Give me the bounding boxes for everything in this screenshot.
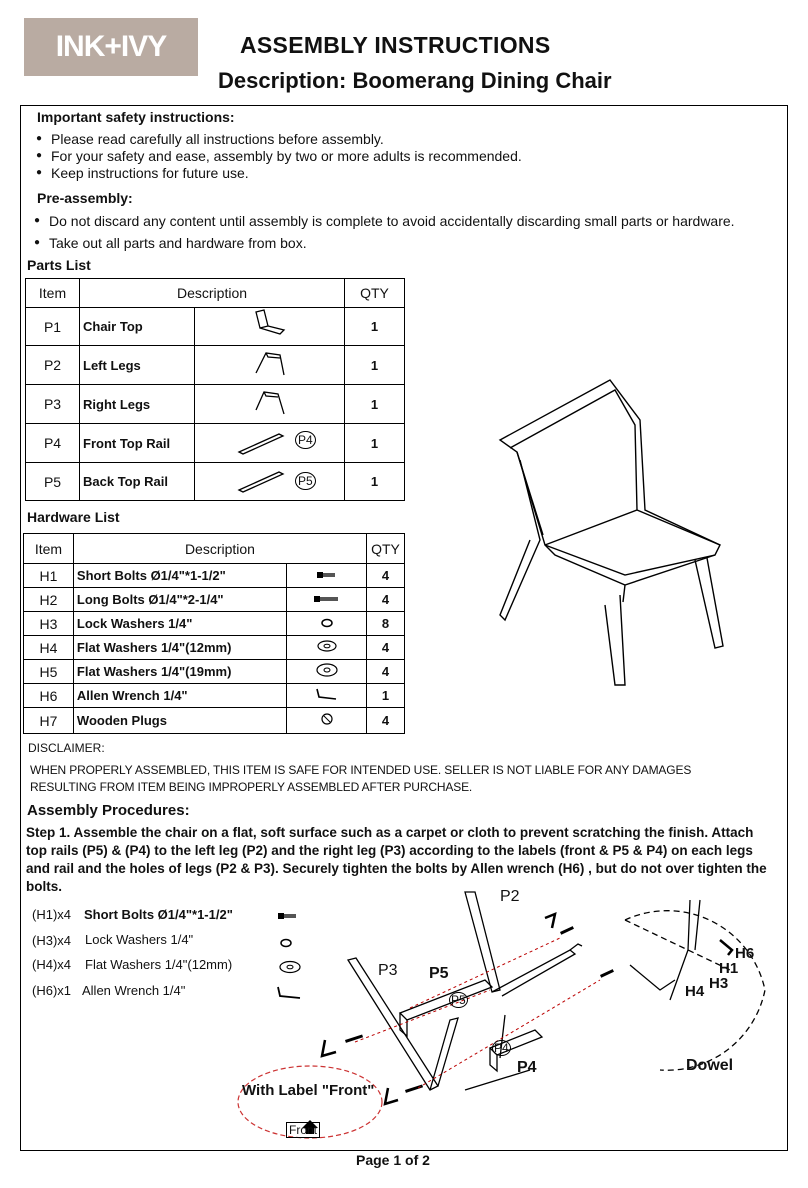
page-subtitle: Description: Boomerang Dining Chair	[218, 68, 612, 93]
long-bolt-icon	[312, 594, 342, 604]
table-row	[26, 424, 405, 463]
hardware-item: H6	[24, 684, 74, 708]
hardware-desc: Allen Wrench 1/4"	[73, 684, 286, 708]
chair-top-icon	[250, 308, 290, 342]
part-desc: Right Legs	[80, 385, 195, 424]
part-icon-cell	[195, 463, 345, 501]
part-icon-cell	[195, 385, 345, 424]
table-row	[24, 564, 405, 588]
hardware-table	[23, 533, 405, 734]
parts-header-description: Description	[80, 279, 345, 308]
preassembly-item: ● Take out all parts and hardware from box.	[49, 235, 307, 251]
step-hw-name: Short Bolts Ø1/4"*1-1/2"	[84, 907, 233, 922]
label-p5-tag: P5	[451, 993, 466, 1007]
part-item: P2	[26, 346, 80, 385]
hardware-item: H2	[24, 588, 74, 612]
short-bolt-icon	[315, 570, 339, 580]
safety-item: ● Keep instructions for future use.	[51, 165, 249, 181]
parts-header-item: Item	[26, 279, 80, 308]
table-row	[26, 385, 405, 424]
hardware-qty: 4	[367, 564, 405, 588]
allen-wrench-icon	[322, 1040, 336, 1056]
hardware-icon-cell	[287, 684, 367, 708]
large-flat-washer-icon	[315, 663, 339, 677]
flat-washer-icon	[316, 640, 338, 652]
chair-illustration	[495, 340, 735, 690]
safety-heading: Important safety instructions:	[37, 109, 235, 125]
hardware-desc: Wooden Plugs	[73, 708, 286, 734]
hardware-qty: 8	[367, 612, 405, 636]
front-rail-icon	[235, 430, 295, 458]
hardware-icon-cell	[287, 612, 367, 636]
hardware-desc: Flat Washers 1/4"(12mm)	[73, 636, 286, 660]
label-p5: P5	[429, 965, 449, 982]
part-item: P5	[26, 463, 80, 501]
lock-washer-icon	[319, 618, 335, 628]
hardware-header-description: Description	[73, 534, 366, 564]
hardware-qty: 4	[367, 588, 405, 612]
preassembly-heading: Pre-assembly:	[37, 190, 133, 206]
part-label-tag: P4	[295, 431, 316, 449]
hardware-item: H3	[24, 612, 74, 636]
part-qty: 1	[345, 385, 405, 424]
hardware-header-item: Item	[24, 534, 74, 564]
hardware-qty: 4	[367, 636, 405, 660]
parts-table	[25, 278, 405, 501]
table-row	[26, 463, 405, 501]
hardware-desc: Lock Washers 1/4"	[73, 612, 286, 636]
part-icon-cell	[195, 424, 345, 463]
part-qty: 1	[345, 424, 405, 463]
disclaimer-line: WHEN PROPERLY ASSEMBLED, THIS ITEM IS SAFE FOR INTENDED USE. SELLER IS NOT LIABLE FOR ANY DAMAGES	[30, 763, 692, 777]
safety-item: ● Please read carefully all instructions before assembly.	[51, 131, 384, 147]
safety-item: ● For your safety and ease, assembly by two or more adults is recommended.	[51, 148, 522, 164]
disclaimer-line: RESULTING FROM ITEM BEING IMPROPERLY ASSEMBLED AFTER PURCHASE.	[30, 780, 473, 794]
table-row	[24, 684, 405, 708]
table-row	[24, 708, 405, 734]
table-row	[26, 308, 405, 346]
label-h1: H1	[719, 960, 739, 977]
table-row	[24, 636, 405, 660]
hardware-desc: Flat Washers 1/4"(19mm)	[73, 660, 286, 684]
part-icon-cell	[195, 308, 345, 346]
part-item: P3	[26, 385, 80, 424]
part-qty: 1	[345, 308, 405, 346]
part-desc: Left Legs	[80, 346, 195, 385]
table-row	[24, 612, 405, 636]
label-p4-tag: P4	[494, 1041, 509, 1055]
parts-header-qty: QTY	[345, 279, 405, 308]
step-hw-name: Flat Washers 1/4"(12mm)	[85, 957, 233, 972]
allen-wrench-icon	[720, 940, 732, 955]
wooden-plug-icon	[320, 712, 334, 726]
label-h6: H6	[735, 945, 755, 962]
step-hw-code: (H4)x4	[32, 957, 72, 972]
part-label-tag: P5	[295, 472, 316, 490]
hardware-icon-cell	[287, 636, 367, 660]
hardware-icon-cell	[287, 588, 367, 612]
hardware-item: H4	[24, 636, 74, 660]
step-hw-code: (H3)x4	[32, 933, 72, 948]
allen-wrench-icon	[545, 914, 555, 928]
label-front: Front	[286, 1122, 320, 1138]
table-row	[24, 660, 405, 684]
label-with-front: With Label "Front"	[242, 1082, 375, 1099]
step-1-text: Step 1. Assemble the chair on a flat, soft surface such as a carpet or cloth to prevent scratching the finish. Attach top rails (P5) & (P4) to the left leg (P2) and the right leg (P3) according to the labels (front & P5 & P4) on each legs and rail and the holes of legs (P2 & P3). Securely tighten the bolts by Allen wrench (H6) , but do not over tighten the bolts.	[26, 825, 767, 894]
hardware-icon-cell	[287, 708, 367, 734]
hardware-item: H7	[24, 708, 74, 734]
table-row	[24, 588, 405, 612]
label-h3: H3	[709, 975, 729, 992]
label-dowel: Dowel	[686, 1057, 734, 1074]
hardware-qty: 1	[367, 684, 405, 708]
part-item: P1	[26, 308, 80, 346]
part-qty: 1	[345, 346, 405, 385]
table-row	[26, 346, 405, 385]
part-desc: Front Top Rail	[80, 424, 195, 463]
part-icon-cell	[195, 346, 345, 385]
hardware-list-heading: Hardware List	[27, 509, 120, 525]
hardware-qty: 4	[367, 660, 405, 684]
part-desc: Chair Top	[80, 308, 195, 346]
left-leg-icon	[250, 349, 290, 379]
allen-wrench-icon	[314, 687, 340, 701]
hardware-item: H1	[24, 564, 74, 588]
step-hw-name: Allen Wrench 1/4"	[82, 983, 186, 998]
hardware-header-qty: QTY	[367, 534, 405, 564]
step-hw-code: (H6)x1	[32, 983, 72, 998]
preassembly-item: ● Do not discard any content until assembly is complete to avoid accidentally discarding small parts or hardware.	[49, 213, 735, 229]
step-hw-name: Lock Washers 1/4"	[85, 932, 194, 947]
page-number: Page 1 of 2	[356, 1152, 430, 1168]
part-item: P4	[26, 424, 80, 463]
hardware-desc: Short Bolts Ø1/4"*1-1/2"	[73, 564, 286, 588]
label-p3: P3	[378, 962, 398, 979]
brand-logo: INK+IVY	[24, 18, 198, 76]
page-title: ASSEMBLY INSTRUCTIONS	[240, 32, 551, 58]
hardware-qty: 4	[367, 708, 405, 734]
label-p2: P2	[500, 888, 520, 905]
parts-list-heading: Parts List	[27, 257, 91, 273]
hardware-item: H5	[24, 660, 74, 684]
right-leg-icon	[250, 388, 290, 418]
step-1-diagram	[230, 880, 770, 1140]
hardware-desc: Long Bolts Ø1/4"*2-1/4"	[73, 588, 286, 612]
back-rail-icon	[235, 468, 295, 496]
hardware-icon-cell	[287, 660, 367, 684]
label-h4: H4	[685, 983, 705, 1000]
disclaimer-heading: DISCLAIMER:	[28, 741, 105, 755]
part-desc: Back Top Rail	[80, 463, 195, 501]
hardware-icon-cell	[287, 564, 367, 588]
part-qty: 1	[345, 463, 405, 501]
procedures-heading: Assembly Procedures:	[27, 802, 190, 819]
allen-wrench-icon	[385, 1088, 398, 1104]
step-hw-code: (H1)x4	[32, 907, 72, 922]
label-p4: P4	[517, 1059, 537, 1076]
